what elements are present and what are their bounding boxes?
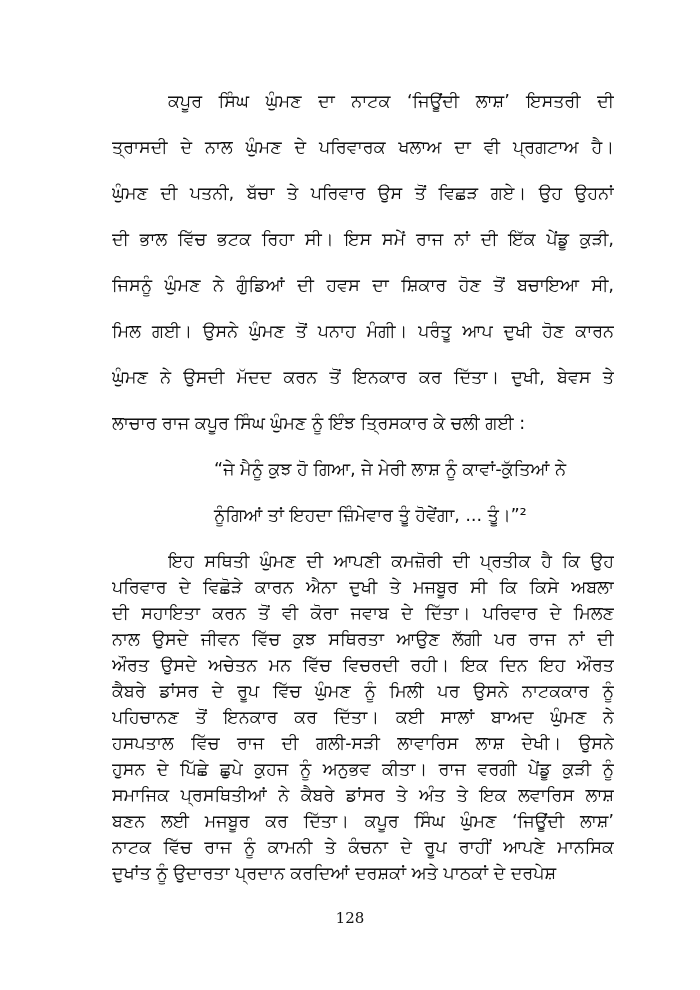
- text-line: ਕੈਬਰੇ ਡਾਂਸਰ ਦੇ ਰੂਪ ਵਿੱਚ ਘੁੰਮਣ ਨੂੰ ਮਿਲੀ ਪਰ ਉਸਨੇ ਨਾਟਕਕਾਰ ਨੂੰ: [112, 682, 614, 702]
- text-line: ਕਪੂਰ ਸਿੰਘ ਘੁੰਮਣ ਦਾ ਨਾਟਕ ‘ਜਿਊਂਦੀ ਲਾਸ਼’ ਇਸਤਰੀ ਦੀ: [168, 92, 614, 112]
- text-line: ਪਹਿਚਾਨਣ ਤੋਂ ਇਨਕਾਰ ਕਰ ਦਿੱਤਾ। ਕਈ ਸਾਲਾਂ ਬਾਅਦ ਘੁੰਮਣ ਨੇ: [112, 708, 614, 728]
- text-line: ਦੁਖਾਂਤ ਨੂੰ ਉਦਾਰਤਾ ਪ੍ਰਦਾਨ ਕਰਦਿਆਂ ਦਰਸ਼ਕਾਂ ਅਤੇ ਪਾਠਕਾਂ ਦੇ ਦਰਪੇਸ਼: [112, 864, 557, 884]
- text-line: ਇਹ ਸਥਿਤੀ ਘੁੰਮਣ ਦੀ ਆਪਣੀ ਕਮਜ਼ੋਰੀ ਦੀ ਪ੍ਰਤੀਕ ਹੈ ਕਿ ਉਹ: [168, 552, 614, 572]
- text-line: ਜਿਸਨੂੰ ਘੁੰਮਣ ਨੇ ਗੁੰਡਿਆਂ ਦੀ ਹਵਸ ਦਾ ਸ਼ਿਕਾਰ ਹੋਣ ਤੋਂ ਬਚਾਇਆ ਸੀ,: [112, 276, 614, 296]
- text-line: ਦੀ ਭਾਲ ਵਿੱਚ ਭਟਕ ਰਿਹਾ ਸੀ। ਇਸ ਸਮੇਂ ਰਾਜ ਨਾਂ ਦੀ ਇੱਕ ਪੇਂਡੂ ਕੁੜੀ,: [112, 230, 614, 250]
- text-line: ਘੁੰਮਣ ਨੇ ਉਸਦੀ ਮੱਦਦ ਕਰਨ ਤੋਂ ਇਨਕਾਰ ਕਰ ਦਿੱਤਾ। ਦੁਖੀ, ਬੇਵਸ ਤੇ: [112, 368, 614, 388]
- text-line: ਘੁੰਮਣ ਦੀ ਪਤਨੀ, ਬੱਚਾ ਤੇ ਪਰਿਵਾਰ ਉਸ ਤੋਂ ਵਿਛੜ ਗਏ। ਉਹ ਉਹਨਾਂ: [112, 184, 614, 204]
- text-line: ਔਰਤ ਉਸਦੇ ਅਚੇਤਨ ਮਨ ਵਿੱਚ ਵਿਚਰਦੀ ਰਹੀ। ਇਕ ਦਿਨ ਇਹ ਔਰਤ: [112, 656, 614, 676]
- quote-line: “ਜੇ ਮੈਨੂੰ ਕੁਝ ਹੋ ਗਿਆ, ਜੇ ਮੇਰੀ ਲਾਸ਼ ਨੂੰ ਕਾਵਾਂ-ਕੁੱਤਿਆਂ ਨੇ: [214, 460, 567, 480]
- text-line: ਦੀ ਸਹਾਇਤਾ ਕਰਨ ਤੋਂ ਵੀ ਕੋਰਾ ਜਵਾਬ ਦੇ ਦਿੱਤਾ। ਪਰਿਵਾਰ ਦੇ ਮਿਲਣ: [112, 604, 614, 624]
- text-line: ਹੁਸਨ ਦੇ ਪਿੱਛੇ ਛੁਪੇ ਕੁਹਜ ਨੂੰ ਅਨੁਭਵ ਕੀਤਾ। ਰਾਜ ਵਰਗੀ ਪੇਂਡੂ ਕੁੜੀ ਨੂੰ: [112, 760, 614, 780]
- text-line: ਮਿਲ ਗਈ। ਉਸਨੇ ਘੁੰਮਣ ਤੋਂ ਪਨਾਹ ਮੰਗੀ। ਪਰੰਤੂ ਆਪ ਦੁਖੀ ਹੋਣ ਕਾਰਨ: [112, 322, 614, 342]
- text-line: ਨਾਲ ਉਸਦੇ ਜੀਵਨ ਵਿੱਚ ਕੁਝ ਸਥਿਰਤਾ ਆਉਣ ਲੱਗੀ ਪਰ ਰਾਜ ਨਾਂ ਦੀ: [112, 630, 614, 650]
- text-line: ਨਾਟਕ ਵਿੱਚ ਰਾਜ ਨੂੰ ਕਾਮਨੀ ਤੇ ਕੰਚਨਾ ਦੇ ਰੂਪ ਰਾਹੀਂ ਆਪਣੇ ਮਾਨਸਿਕ: [112, 838, 614, 858]
- text-line: ਬਣਨ ਲਈ ਮਜਬੂਰ ਕਰ ਦਿੱਤਾ। ਕਪੂਰ ਸਿੰਘ ਘੁੰਮਣ ‘ਜਿਊਂਦੀ ਲਾਸ਼’: [112, 812, 614, 832]
- page-number: 128: [335, 909, 365, 927]
- text-line: ਹਸਪਤਾਲ ਵਿੱਚ ਰਾਜ ਦੀ ਗਲੀ-ਸੜੀ ਲਾਵਾਰਿਸ ਲਾਸ਼ ਦੇਖੀ। ਉਸਨੇ: [112, 734, 614, 754]
- text-line: ਤ੍ਰਾਸਦੀ ਦੇ ਨਾਲ ਘੁੰਮਣ ਦੇ ਪਰਿਵਾਰਕ ਖਲਾਅ ਦਾ ਵੀ ਪ੍ਰਗਟਾਅ ਹੈ।: [112, 138, 614, 158]
- text-line: ਪਰਿਵਾਰ ਦੇ ਵਿਛੋੜੇ ਕਾਰਨ ਐਨਾ ਦੁਖੀ ਤੇ ਮਜਬੂਰ ਸੀ ਕਿ ਕਿਸੇ ਅਬਲਾ: [112, 578, 614, 598]
- text-line: ਲਾਚਾਰ ਰਾਜ ਕਪੂਰ ਸਿੰਘ ਘੁੰਮਣ ਨੂੰ ਇੰਝ ਤ੍ਰਿਸਕਾਰ ਕੇ ਚਲੀ ਗਈ :: [112, 414, 526, 434]
- quote-line: ਨੂੰਗਿਆਂ ਤਾਂ ਇਹਦਾ ਜ਼ਿੰਮੇਵਾਰ ਤੂੰ ਹੋਵੇਂਗਾ, ... ਤੂੰ।”²: [214, 506, 527, 526]
- text-line: ਸਮਾਜਿਕ ਪ੍ਰਸਥਿਤੀਆਂ ਨੇ ਕੈਬਰੇ ਡਾਂਸਰ ਤੇ ਅੰਤ ਤੇ ਇਕ ਲਵਾਰਿਸ ਲਾਸ਼: [112, 786, 614, 806]
